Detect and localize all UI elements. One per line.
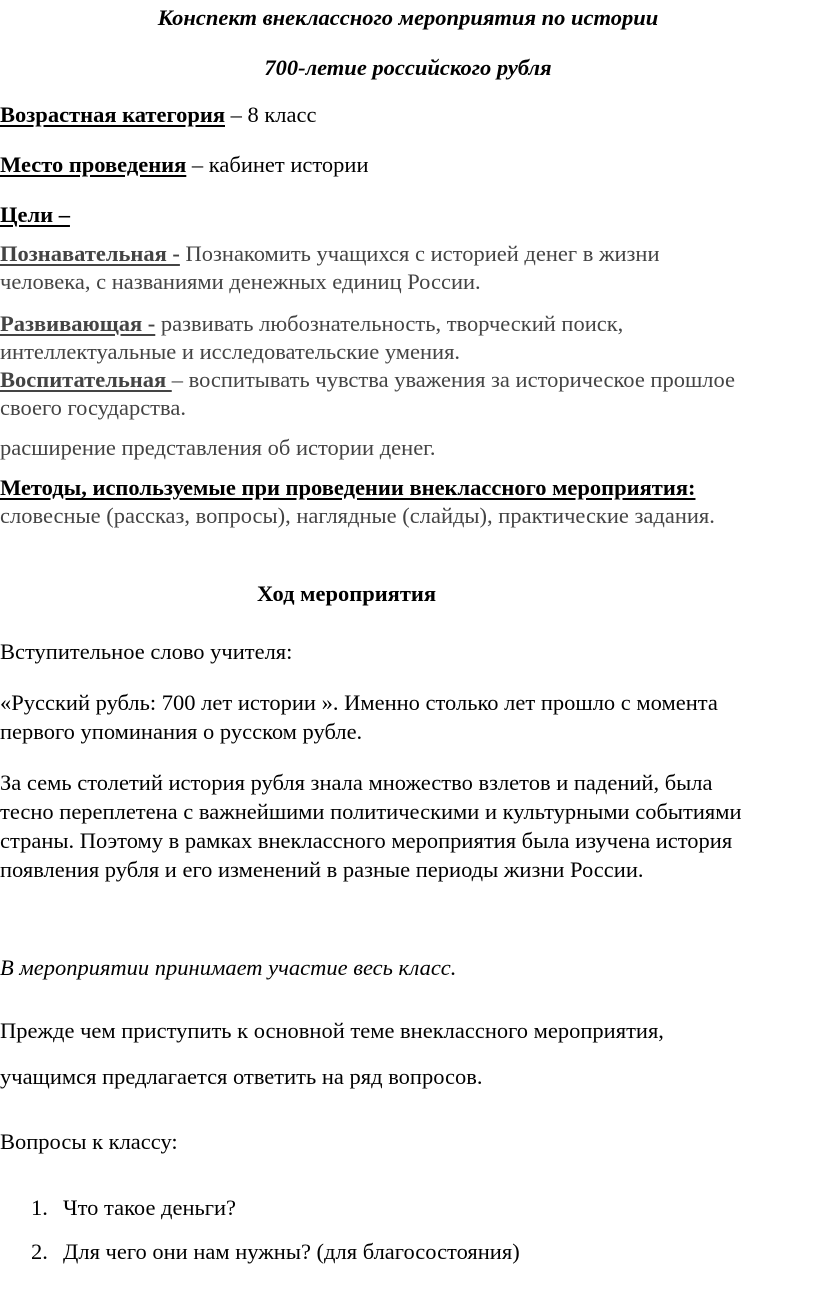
venue-label: Место проведения (0, 152, 187, 177)
list-item-number: 1. (31, 1195, 48, 1220)
goal-cognitive-text: Познакомить учащихся с историей денег в жизни (179, 241, 660, 266)
goal-developing (0, 310, 623, 338)
questions-label: Вопросы к классу: (0, 1129, 178, 1154)
venue (0, 151, 369, 179)
section-title: Ход мероприятия (257, 581, 437, 606)
goal-extra: расширение представления об истории денег. (0, 435, 436, 460)
paragraph-2-line2: тесно переплетена с важнейшими политическими и культурными событиями (0, 799, 742, 824)
goal-educational-line2: своего государства. (0, 395, 186, 420)
age-category-value: – 8 класс (225, 102, 317, 127)
list-item-text: Для чего они нам нужны? (для благосостояния) (63, 1239, 520, 1264)
age-category-label: Возрастная категория (0, 102, 225, 127)
paragraph-2-line1: За семь столетий история рубля знала множество взлетов и падений, была (0, 770, 713, 795)
goal-cognitive (0, 240, 660, 268)
document-subtitle: 700-летие российского рубля (264, 55, 552, 80)
goals-heading: Цели – (0, 202, 70, 227)
goal-cognitive-label: Познавательная - (0, 241, 180, 266)
document-title: Конспект внеклассного мероприятия по истории (157, 5, 659, 30)
goal-developing-line2: интеллектуальные и исследовательские умения. (0, 339, 461, 364)
list-item-number: 2. (31, 1239, 48, 1264)
paragraph-1-line1: «Русский рубль: 700 лет истории ». Именно столько лет прошло с момента (0, 690, 718, 715)
methods-text: словесные (рассказ, вопросы), наглядные (слайды), практические задания. (0, 503, 715, 528)
list-item-text: Что такое деньги? (63, 1195, 237, 1220)
goal-educational-text: – воспитывать чувства уважения за историческое прошлое (171, 367, 736, 392)
goal-developing-label: Развивающая - (0, 311, 156, 336)
paragraph-3-line1: Прежде чем приступить к основной теме внеклассного мероприятия, (0, 1018, 664, 1043)
paragraph-2-line3: страны. Поэтому в рамках внеклассного мероприятия была изучена история (0, 828, 733, 853)
methods-label: Методы, используемые при проведении внеклассного мероприятия: (0, 475, 696, 500)
goal-developing-text: развивать любознательность, творческий поиск, (155, 311, 624, 336)
participation-note: В мероприятии принимает участие весь класс. (0, 955, 457, 980)
intro-label: Вступительное слово учителя: (0, 639, 293, 664)
goal-educational (0, 366, 735, 394)
paragraph-2-line4: появления рубля и его изменений в разные периоды жизни России. (0, 857, 644, 882)
goal-cognitive-line2: человека, с названиями денежных единиц России. (0, 269, 481, 294)
goal-educational-label: Воспитательная (0, 367, 172, 392)
paragraph-3-line2: учащимся предлагается ответить на ряд вопросов. (0, 1064, 483, 1089)
paragraph-1-line2: первого упоминания о русском рубле. (0, 719, 363, 744)
age-category (0, 101, 317, 129)
venue-value: – кабинет истории (186, 152, 369, 177)
